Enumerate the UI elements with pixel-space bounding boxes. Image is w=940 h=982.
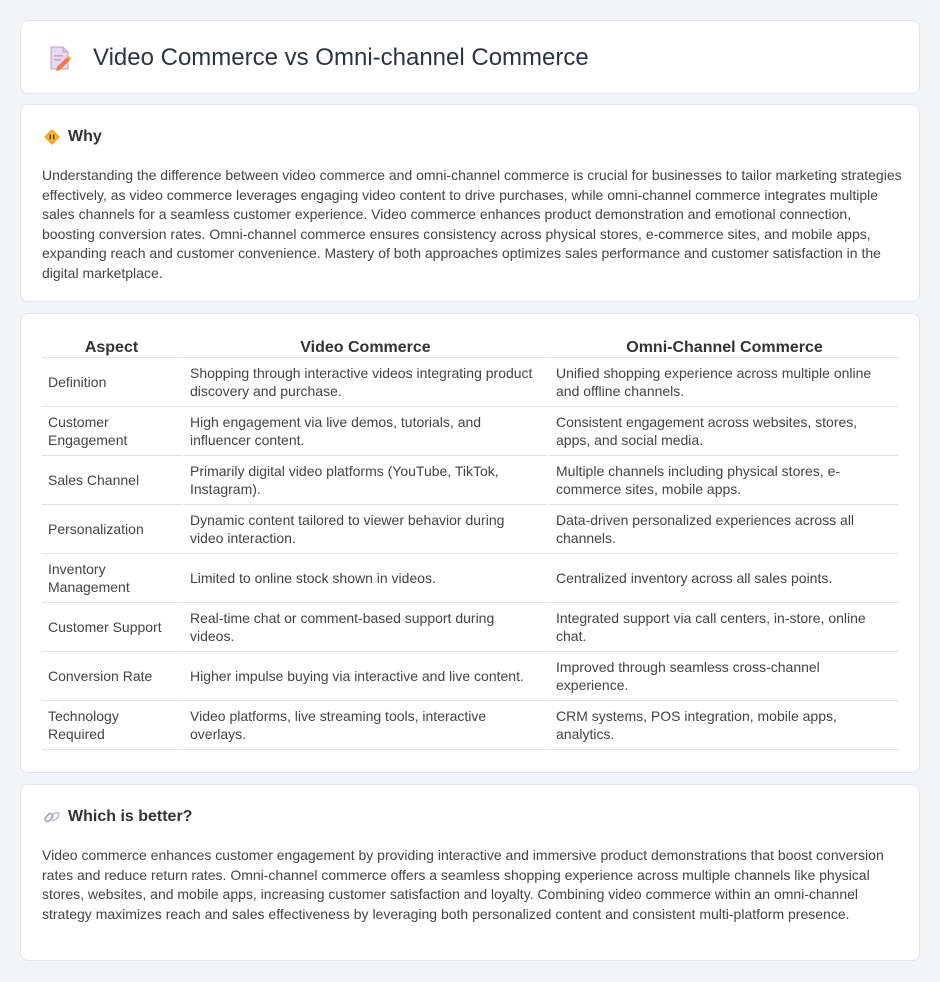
- page-title: Video Commerce vs Omni-channel Commerce: [93, 44, 589, 71]
- video-commerce-cell: Video platforms, live streaming tools, interactive overlays.: [184, 701, 550, 750]
- omni-channel-cell: Improved through seamless cross-channel experience.: [550, 652, 899, 701]
- document-pencil-icon: [47, 45, 73, 71]
- table-row: [42, 456, 899, 505]
- omni-channel-cell: Centralized inventory across all sales points.: [550, 554, 899, 603]
- omni-channel-cell: Data-driven personalized experiences across all channels.: [550, 505, 899, 554]
- table-row: [42, 505, 899, 554]
- which-is-better-section: [20, 784, 920, 961]
- aspect-cell: Customer Support: [42, 603, 184, 652]
- aspect-cell: Personalization: [42, 505, 184, 554]
- video-commerce-cell: Dynamic content tailored to viewer behavior during video interaction.: [184, 505, 550, 554]
- video-commerce-cell: Limited to online stock shown in videos.: [184, 554, 550, 603]
- aspect-cell: Customer Engagement: [42, 407, 184, 456]
- table-row: [42, 701, 899, 750]
- link-icon: [43, 808, 61, 826]
- why-heading: [43, 127, 102, 147]
- aspect-cell: Inventory Management: [42, 554, 184, 603]
- better-text: Video commerce enhances customer engagement by providing interactive and immersive product demonstrations that boost conversion rates and reduce return rates. Omni-channel commerce offers a seamless shopping experience across multiple channels like physical stores, websites, and mobile apps, increasing customer satisfaction and loyalty. Combining video commerce within an omni-channel strategy maximizes reach and sales effectiveness by leveraging both personalized content and consistent multi-platform presence.: [42, 847, 884, 922]
- video-commerce-cell: High engagement via live demos, tutorials, and influencer content.: [184, 407, 550, 456]
- why-section: [20, 104, 920, 302]
- table-header-row: [42, 336, 899, 358]
- table-row: [42, 358, 899, 407]
- aspect-cell: Definition: [42, 358, 184, 407]
- table-row: [42, 554, 899, 603]
- video-commerce-cell: Primarily digital video platforms (YouTube, TikTok, Instagram).: [184, 456, 550, 505]
- video-commerce-cell: Shopping through interactive videos integrating product discovery and purchase.: [184, 358, 550, 407]
- better-title: Which is better?: [68, 808, 193, 825]
- table-row: [42, 652, 899, 701]
- omni-channel-cell: Multiple channels including physical stores, e-commerce sites, mobile apps.: [550, 456, 899, 505]
- table-row: [42, 603, 899, 652]
- omni-channel-cell: Consistent engagement across websites, stores, apps, and social media.: [550, 407, 899, 456]
- video-commerce-cell: Real-time chat or comment-based support during videos.: [184, 603, 550, 652]
- aspect-cell: Sales Channel: [42, 456, 184, 505]
- comparison-table: [42, 336, 899, 750]
- header-card: [20, 20, 920, 94]
- aspect-cell: Conversion Rate: [42, 652, 184, 701]
- header-video-commerce: Video Commerce: [184, 336, 550, 358]
- better-heading: [43, 807, 192, 827]
- diamond-warning-icon: [43, 128, 61, 146]
- header-aspect: Aspect: [42, 336, 184, 358]
- why-text: Understanding the difference between video commerce and omni-channel commerce is crucial for businesses to tailor marketing strategies effectively, as video commerce leverages engaging video content to drive purchases, while omni-channel commerce integrates multiple sales channels for a seamless customer experience. Video commerce enhances product demonstration and emotional connection, boosting conversion rates. Omni-channel commerce ensures consistency across physical stores, e-commerce sites, and mobile apps, expanding reach and customer convenience. Mastery of both approaches optimizes sales performance and customer satisfaction in the digital marketplace.: [42, 167, 902, 281]
- aspect-cell: Technology Required: [42, 701, 184, 750]
- header-omni-channel-commerce: Omni-Channel Commerce: [550, 336, 899, 358]
- table-row: [42, 407, 899, 456]
- comparison-table-card: [20, 313, 920, 773]
- omni-channel-cell: CRM systems, POS integration, mobile apps, analytics.: [550, 701, 899, 750]
- omni-channel-cell: Unified shopping experience across multiple online and offline channels.: [550, 358, 899, 407]
- why-title: Why: [68, 128, 102, 145]
- omni-channel-cell: Integrated support via call centers, in-store, online chat.: [550, 603, 899, 652]
- video-commerce-cell: Higher impulse buying via interactive and live content.: [184, 652, 550, 701]
